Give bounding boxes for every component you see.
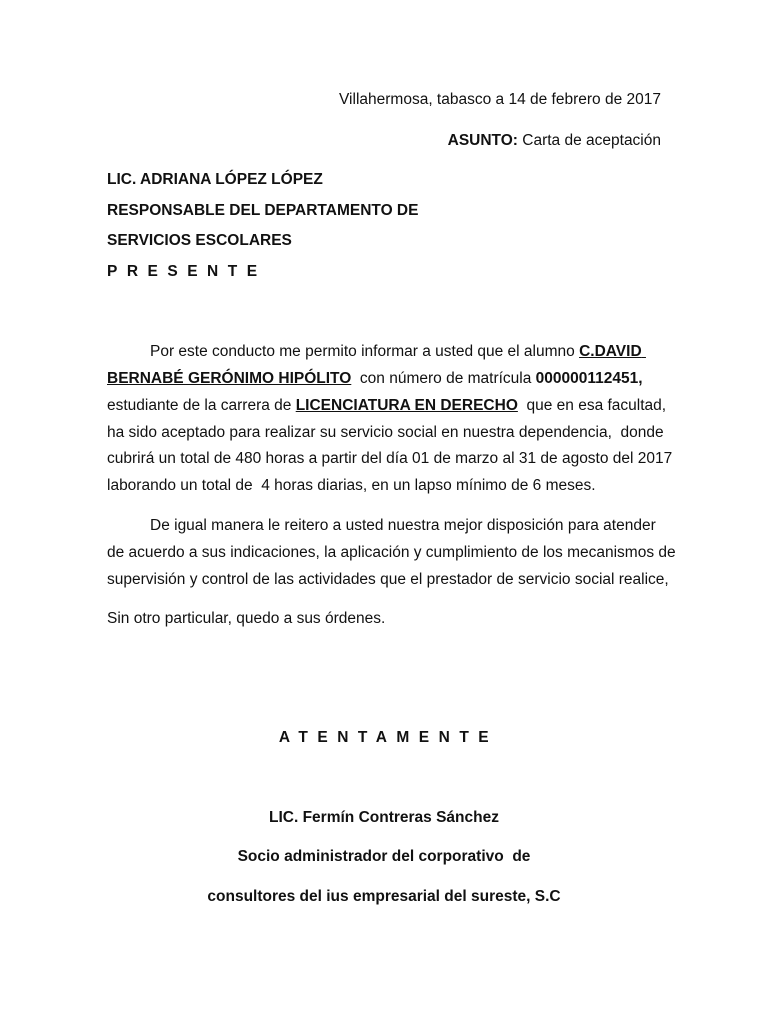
signer-role-line1: Socio administrador del corporativo de [237,848,531,865]
subject-label: ASUNTO: [447,132,518,149]
p1-line2 [107,369,643,389]
presente-heading: PRESENTE [107,263,267,280]
recipient-title-line2: SERVICIOS ESCOLARES [107,232,292,249]
place-date: Villahermosa, tabasco a 14 de febrero de 2017 [339,91,661,108]
atentamente-heading: ATENTAMENTE [278,729,499,746]
p1-line4: ha sido aceptado para realizar su servicio social en nuestra dependencia, donde [107,424,664,441]
program-name: LICENCIATURA EN DERECHO [295,397,518,414]
student-name-part2: BERNABÉ GERÓNIMO HIPÓLITO [107,370,352,387]
p1-line1 [150,342,646,362]
closing-line: Sin otro particular, quedo a sus órdenes. [107,610,386,627]
recipient-title-line1: RESPONSABLE DEL DEPARTAMENTO DE [107,202,419,219]
subject-line [448,131,661,151]
p1-line3 [107,396,666,416]
student-name-part1: C.DAVID [579,343,642,360]
p2-line2: de acuerdo a sus indicaciones, la aplicación y cumplimiento de los mecanismos de [107,544,676,561]
recipient-name: LIC. ADRIANA LÓPEZ LÓPEZ [107,171,323,188]
p1-line2-text: con número de matrícula [351,370,536,387]
p2-line3: supervisión y control de las actividades que el prestador de servicio social realice, [107,571,669,588]
signer-role-line2: consultores del ius empresarial del sureste, S.C [207,888,561,905]
signer-name: LIC. Fermín Contreras Sánchez [269,809,499,826]
p1-line3-text-a: estudiante de la carrera de [107,397,296,414]
p2-line1: De igual manera le reitero a usted nuestra mejor disposición para atender [150,517,656,534]
p1-line5: cubrirá un total de 480 horas a partir del día 01 de marzo al 31 de agosto del 2017 [107,450,673,467]
p1-line3-text-b: que en esa facultad, [517,397,667,414]
p1-line6: laborando un total de 4 horas diarias, en un lapso mínimo de 6 meses. [107,477,596,494]
subject-text: Carta de aceptación [522,132,661,149]
enrollment-number: 000000112451, [535,370,643,387]
p1-line1-text: Por este conducto me permito informar a usted que el alumno [150,343,580,360]
